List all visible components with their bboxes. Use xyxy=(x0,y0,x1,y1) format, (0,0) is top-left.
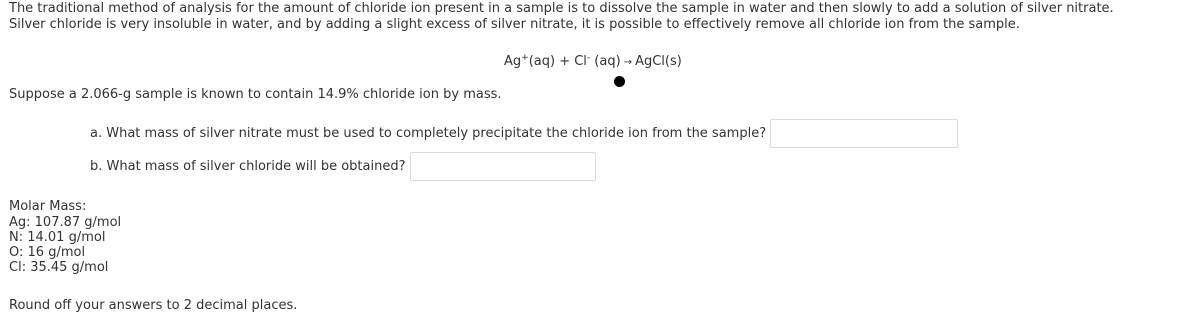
intro-line-1: The traditional method of analysis for the amount of chloride ion present in a sample is to dissolve the sample in water and then slowly to add a solution of silver nitrate. xyxy=(9,1,1114,16)
molar-mass-item: Cl: 35.45 g/mol xyxy=(9,260,109,275)
chloride-state: (aq) xyxy=(590,54,621,69)
question-b-label: b. What mass of silver chloride will be obtained? xyxy=(90,159,406,174)
question-a-label: a. What mass of silver nitrate must be used to completely precipitate the chloride ion from the sample? xyxy=(90,126,767,141)
answer-a-input[interactable] xyxy=(770,119,958,148)
problem-intro xyxy=(9,1,1194,33)
intro-line-2: Silver chloride is very insoluble in water, and by adding a slight excess of silver nitrate, it is possible to effectively remove all chloride ion from the sample. xyxy=(9,17,1020,32)
molar-mass-item: Ag: 107.87 g/mol xyxy=(9,215,122,230)
question-a xyxy=(90,117,958,150)
rounding-instruction: Round off your answers to 2 decimal places. xyxy=(9,298,298,313)
molar-mass-heading: Molar Mass: xyxy=(9,199,87,214)
molar-mass-item: N: 14.01 g/mol xyxy=(9,230,106,245)
question-b xyxy=(90,150,596,183)
molar-mass-item: O: 16 g/mol xyxy=(9,245,86,260)
silver-charge: + xyxy=(521,53,529,63)
molar-mass-list xyxy=(9,199,121,275)
reaction-equation xyxy=(504,54,682,71)
reaction-arrow-icon: → xyxy=(623,57,633,68)
reaction-product: AgCl(s) xyxy=(635,54,682,69)
silver-ion: Ag xyxy=(504,54,522,69)
chloride-charge: - xyxy=(586,53,591,63)
cursor-dot-icon xyxy=(614,76,625,87)
answer-b-input[interactable] xyxy=(410,152,596,181)
silver-state: (aq) + Cl xyxy=(528,54,587,69)
given-statement: Suppose a 2.066-g sample is known to contain 14.9% chloride ion by mass. xyxy=(9,87,502,102)
